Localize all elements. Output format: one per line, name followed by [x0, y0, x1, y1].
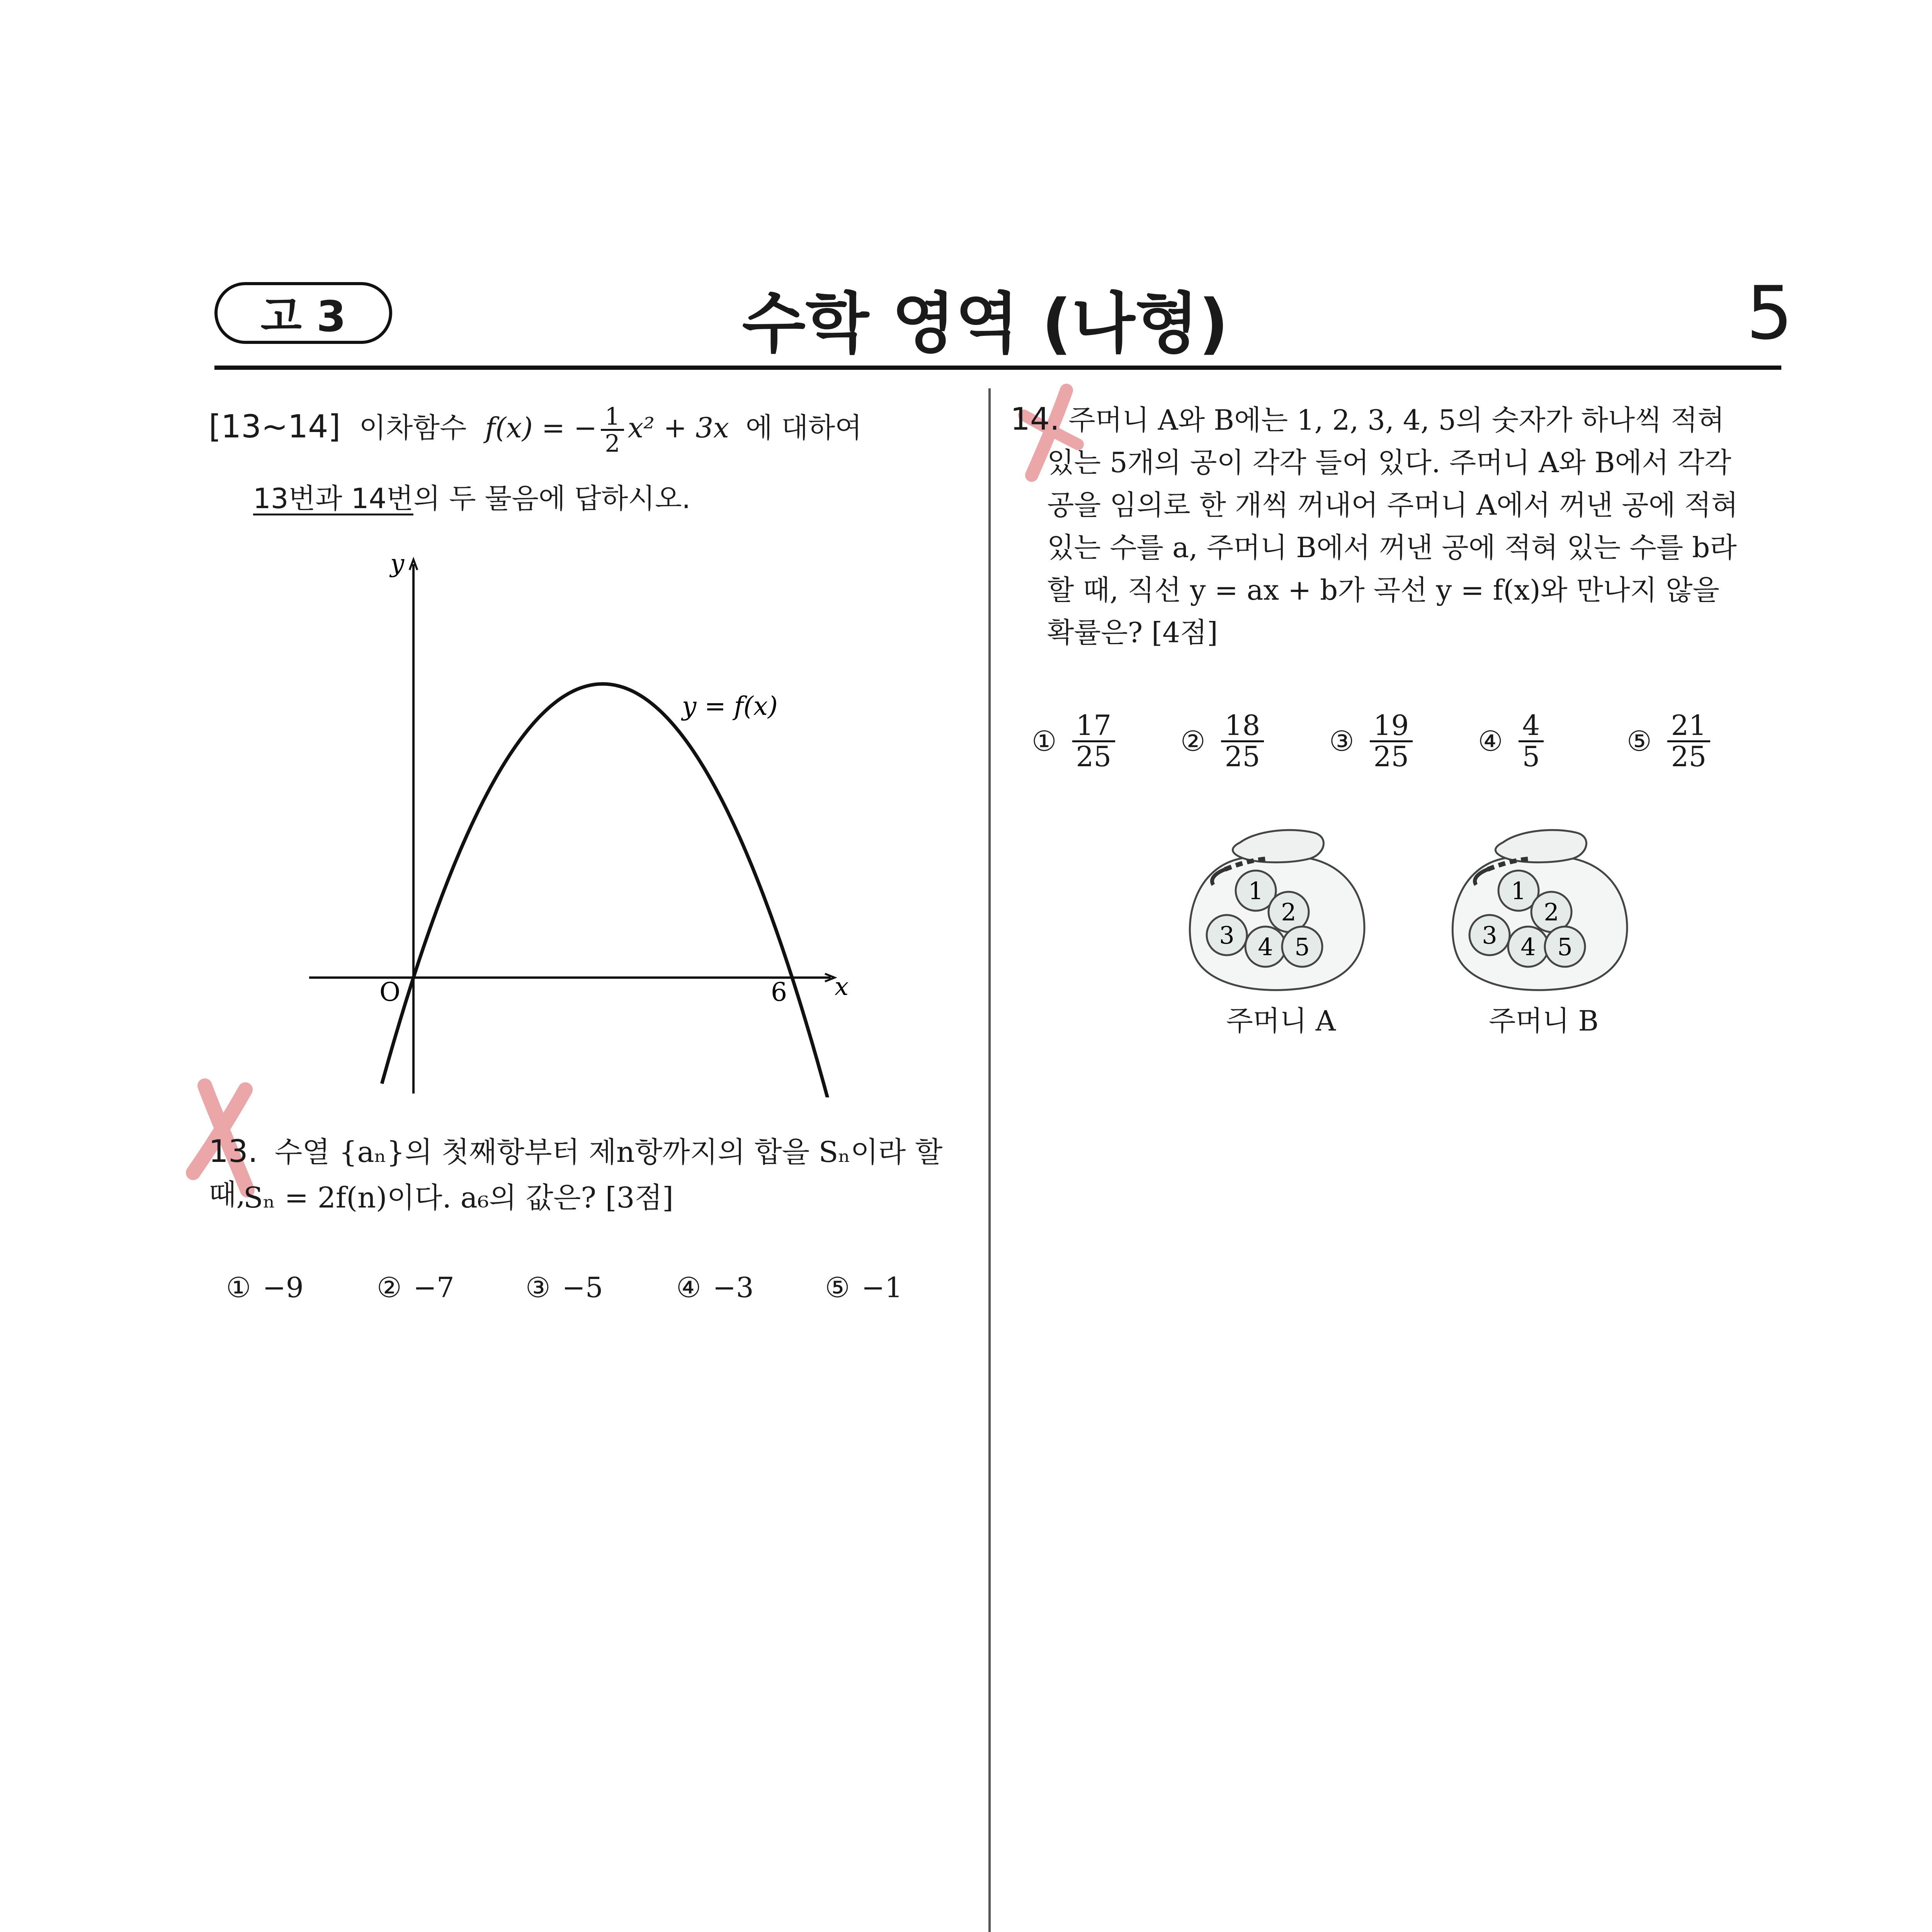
- option-den: 25: [1671, 740, 1707, 773]
- ball-label: 4: [1258, 933, 1273, 961]
- option-num: 21: [1667, 711, 1711, 742]
- option-mark: ⑤: [825, 1271, 850, 1304]
- ball-label: 5: [1557, 933, 1573, 961]
- option-mark: ①: [1032, 725, 1057, 758]
- q14-option-4[interactable]: [1478, 711, 1627, 771]
- q14-line-1-text: 주머니 A와 B에는 1, 2, 3, 4, 5의 숫자가 하나씩 적혀: [1068, 404, 1725, 436]
- column-divider: [988, 388, 991, 1932]
- option-value: −1: [861, 1271, 903, 1304]
- q14-line-1: [1010, 398, 1779, 441]
- q14-line-6: 확률은? [4점]: [1047, 616, 1218, 649]
- q13-option-3[interactable]: [526, 1271, 676, 1304]
- root-label: 6: [771, 977, 787, 1007]
- option-mark: ⑤: [1627, 725, 1652, 758]
- ball-label: 1: [1511, 877, 1526, 905]
- option-mark: ①: [226, 1271, 251, 1304]
- q14-options: [1032, 711, 1785, 771]
- option-den: 25: [1225, 740, 1260, 773]
- option-value: −5: [562, 1271, 603, 1304]
- bag-icon: [1179, 823, 1383, 993]
- intro-range: [13~14]: [209, 408, 341, 446]
- q13-option-4[interactable]: [676, 1271, 825, 1304]
- ball-label: 2: [1281, 898, 1296, 926]
- ball-label: 3: [1482, 921, 1497, 949]
- q13-number: 13.: [209, 1133, 258, 1169]
- q14-line-2: 있는 5개의 공이 각각 들어 있다. 주머니 A와 B에서 각각: [1047, 446, 1731, 479]
- option-mark: ③: [526, 1271, 551, 1304]
- ball-label: 2: [1544, 898, 1559, 926]
- parabola-curve: [382, 684, 842, 1097]
- q13-line-2: Sₙ = 2f(n)이다. a₆의 값은? [3점]: [243, 1181, 673, 1214]
- q14-line-5: 할 때, 직선 y = ax + b가 곡선 y = f(x)와 만나지 않을: [1047, 574, 1719, 606]
- q14-option-5[interactable]: [1627, 711, 1743, 771]
- option-den: 25: [1076, 740, 1112, 773]
- q14-line-3: 공을 임의로 한 개씩 꺼내어 주머니 A에서 꺼낸 공에 적혀: [1047, 489, 1738, 521]
- option-mark: ②: [377, 1271, 402, 1304]
- intro-text-after: 에 대하여: [745, 412, 862, 444]
- option-num: 4: [1519, 711, 1544, 742]
- origin-label: O: [379, 977, 401, 1007]
- intro-function-rhs: x² + 3x: [628, 412, 729, 444]
- option-value: −7: [413, 1271, 454, 1304]
- x-axis-label: x: [835, 973, 849, 1001]
- ball-label: 1: [1248, 877, 1264, 905]
- option-mark: ③: [1329, 725, 1354, 758]
- y-axis-label: y: [390, 556, 405, 578]
- ball-label: 3: [1219, 921, 1235, 949]
- ball-label: 4: [1520, 933, 1536, 961]
- option-den: 25: [1373, 740, 1409, 773]
- header-rule: [214, 366, 1781, 370]
- intro-function-lhs: f(x) = −: [485, 412, 597, 444]
- intro-underlined-ref: 13번과 14번: [253, 482, 413, 515]
- q14-option-1[interactable]: [1032, 711, 1180, 771]
- page-title: 수학 영역 (나형): [742, 286, 1229, 362]
- option-mark: ②: [1180, 725, 1206, 758]
- q13-option-1[interactable]: [226, 1271, 377, 1304]
- intro-line-1: [209, 404, 962, 456]
- q14-text: [1010, 398, 1779, 654]
- parabola-graph: [294, 556, 854, 1097]
- bag-icon: [1441, 823, 1646, 993]
- curve-label: y = f(x): [682, 691, 778, 721]
- bag-b: [1441, 823, 1646, 1039]
- q13-options: [226, 1271, 980, 1304]
- q14-line-4: 있는 수를 a, 주머니 B에서 꺼낸 공에 적혀 있는 수를 b라: [1047, 531, 1737, 564]
- bag-b-label: 주머니 B: [1488, 1005, 1599, 1037]
- grade-badge: 고 3: [214, 282, 392, 344]
- q13-text-1: 수열 {aₙ}의 첫째항부터 제n항까지의 합을 Sₙ이라 할 때,: [209, 1136, 943, 1211]
- q13-option-5[interactable]: [825, 1271, 941, 1304]
- intro-fraction: [601, 404, 624, 456]
- q13-option-2[interactable]: [377, 1271, 526, 1304]
- q14-option-2[interactable]: [1180, 711, 1329, 771]
- intro-frac-den: 2: [605, 429, 620, 458]
- option-mark: ④: [676, 1271, 701, 1304]
- option-num: 17: [1072, 711, 1116, 742]
- q14-number: 14.: [1010, 401, 1060, 437]
- intro-line-2: [253, 477, 968, 520]
- option-num: 19: [1370, 711, 1413, 742]
- intro-text-before: 이차함수: [359, 412, 467, 444]
- option-mark: ④: [1478, 725, 1503, 758]
- q14-option-3[interactable]: [1329, 711, 1478, 771]
- intro-frac-num: 1: [601, 404, 624, 431]
- option-value: −9: [262, 1271, 304, 1304]
- option-num: 18: [1221, 711, 1264, 742]
- bag-a: [1179, 823, 1383, 1039]
- intro-line-2-rest: 의 두 물음에 답하시오.: [413, 482, 691, 515]
- option-den: 5: [1522, 740, 1540, 773]
- bag-a-label: 주머니 A: [1226, 1005, 1336, 1037]
- ball-label: 5: [1294, 933, 1310, 961]
- option-value: −3: [713, 1271, 754, 1304]
- page-number: 5: [1746, 270, 1793, 356]
